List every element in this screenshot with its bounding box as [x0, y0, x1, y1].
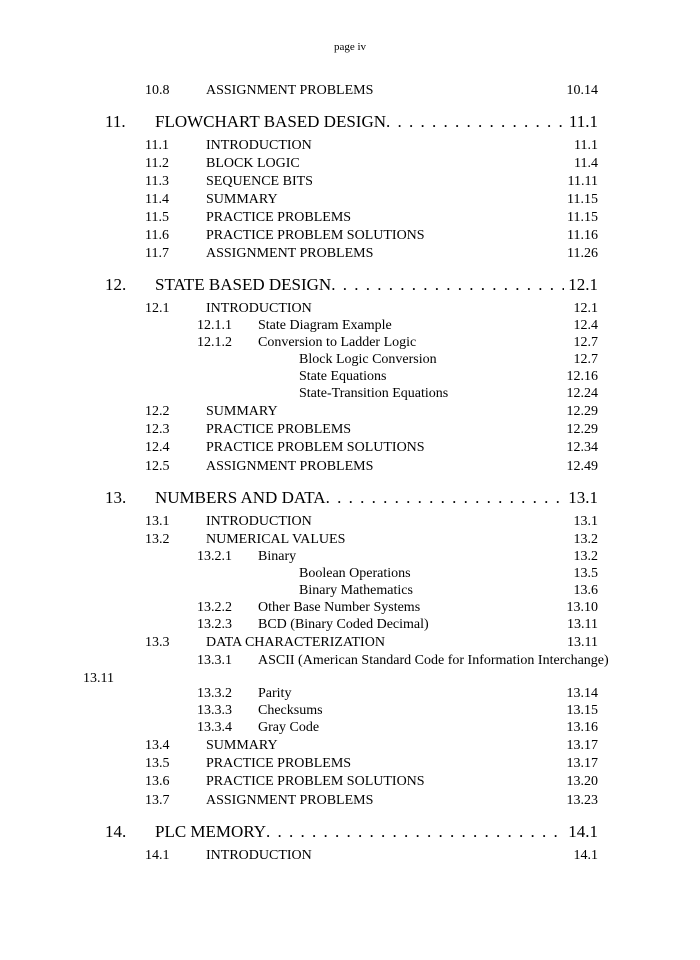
toc-chapter-page: 11.1	[568, 113, 598, 130]
toc-entry-title: PRACTICE PROBLEM SOLUTIONS	[206, 440, 425, 455]
toc-entry-page: 12.4	[573, 318, 598, 333]
toc-entry-page: 12.7	[573, 352, 598, 367]
toc-entry-number: 11.1	[145, 138, 169, 153]
toc-entry-page: 13.17	[566, 756, 598, 771]
toc-entry-page: 11.11	[567, 174, 598, 189]
toc-entry-page: 13.11	[83, 671, 114, 686]
toc-entry-number: 12.5	[145, 459, 170, 474]
toc-chapter-number: 12.	[105, 275, 127, 294]
toc-entry-title: INTRODUCTION	[206, 301, 312, 316]
toc-entry-number: 13.3.1	[197, 653, 232, 668]
toc-entry-number: 13.2.3	[197, 617, 232, 632]
toc-chapter-leader	[155, 823, 598, 840]
toc-entry-number: 13.3.3	[197, 703, 232, 718]
toc-entry-number: 14.1	[145, 848, 170, 863]
toc-entry-page: 12.16	[566, 369, 598, 384]
toc-entry-number: 12.1.2	[197, 335, 232, 350]
toc-entry-page: 10.14	[566, 83, 598, 98]
toc-entry-number: 13.2.1	[197, 549, 232, 564]
toc-chapter-title: PLC MEMORY	[155, 823, 266, 840]
toc-entry-title: ASSIGNMENT PROBLEMS	[206, 83, 374, 98]
toc-entry-page: 12.1	[573, 301, 598, 316]
toc-entry-number: 11.4	[145, 192, 169, 207]
toc-entry-title: ASSIGNMENT PROBLEMS	[206, 459, 374, 474]
toc-chapter-title: NUMBERS AND DATA	[155, 489, 326, 506]
toc-entry-title: ASSIGNMENT PROBLEMS	[206, 246, 374, 261]
toc-entry-page: 13.15	[566, 703, 598, 718]
toc-chapter-page: 14.1	[568, 823, 598, 840]
toc-entry-number: 11.3	[145, 174, 169, 189]
toc-entry-title: ASSIGNMENT PROBLEMS	[206, 793, 374, 808]
toc-entry-title: State Diagram Example	[258, 318, 392, 333]
toc-entry-page: 14.1	[573, 848, 598, 863]
toc-entry-title: State Equations	[299, 369, 387, 384]
toc-entry-page: 13.5	[573, 566, 598, 581]
toc-chapter-title: STATE BASED DESIGN	[155, 276, 332, 293]
toc-entry-title: PRACTICE PROBLEM SOLUTIONS	[206, 774, 425, 789]
toc-chapter-leader	[155, 489, 598, 506]
toc-entry-title: PRACTICE PROBLEMS	[206, 210, 352, 225]
toc-entry-number: 12.2	[145, 404, 170, 419]
toc-entry-number: 13.7	[145, 793, 170, 808]
toc-entry-title: Block Logic Conversion	[299, 352, 437, 367]
toc-entry-number: 12.3	[145, 422, 170, 437]
toc-entry-number: 13.3.2	[197, 686, 232, 701]
toc-entry-title: PRACTICE PROBLEMS	[206, 422, 352, 437]
toc-entry-number: 11.2	[145, 156, 169, 171]
toc-entry-page: 13.11	[567, 617, 598, 632]
toc-entry-page: 13.2	[573, 532, 598, 547]
toc-entry-page: 12.29	[566, 422, 598, 437]
dot-leader	[386, 113, 565, 130]
toc-entry-title: NUMERICAL VALUES	[206, 532, 346, 547]
toc-entry-page: 11.4	[574, 156, 598, 171]
toc-entry-title: Binary Mathematics	[299, 583, 413, 598]
toc-entry-page: 12.34	[566, 440, 598, 455]
toc-entry-number: 13.4	[145, 738, 170, 753]
toc-entry-page: 13.2	[573, 549, 598, 564]
toc-entry-number: 11.6	[145, 228, 169, 243]
toc-entry-number: 12.1	[145, 301, 170, 316]
toc-entry-title: SUMMARY	[206, 404, 278, 419]
dot-leader	[331, 276, 564, 293]
toc-entry-page: 12.24	[566, 386, 598, 401]
toc-entry-number: 13.3	[145, 635, 170, 650]
toc-entry-number: 11.5	[145, 210, 169, 225]
toc-entry-title: State-Transition Equations	[299, 386, 449, 401]
toc-chapter-number: 13.	[105, 488, 127, 507]
toc-entry-title: INTRODUCTION	[206, 514, 312, 529]
toc-entry-title: PRACTICE PROBLEM SOLUTIONS	[206, 228, 425, 243]
toc-entry-title: Gray Code	[258, 720, 320, 735]
toc-entry-page: 11.26	[567, 246, 598, 261]
toc-entry-number: 13.2.2	[197, 600, 232, 615]
toc-entry-page: 11.1	[574, 138, 598, 153]
toc-entry-title: SEQUENCE BITS	[206, 174, 313, 189]
toc-entry-page: 13.17	[566, 738, 598, 753]
toc-entry-title: DATA CHARACTERIZATION	[206, 635, 385, 650]
toc-entry-title: BCD (Binary Coded Decimal)	[258, 617, 429, 632]
toc-entry-page: 11.15	[567, 192, 598, 207]
toc-chapter-number: 11.	[105, 112, 126, 131]
toc-entry-number: 13.6	[145, 774, 170, 789]
toc-chapter-page: 13.1	[568, 489, 598, 506]
toc-entry-number: 12.4	[145, 440, 170, 455]
toc-entry-page: 13.16	[566, 720, 598, 735]
toc-entry-page: 13.10	[566, 600, 598, 615]
toc-entry-title: Other Base Number Systems	[258, 600, 421, 615]
toc-entry-page: 13.11	[567, 635, 598, 650]
toc-entry-title: PRACTICE PROBLEMS	[206, 756, 352, 771]
toc-entry-title: Binary	[258, 549, 297, 564]
toc-entry-title: Conversion to Ladder Logic	[258, 335, 417, 350]
toc-entry-page: 13.23	[566, 793, 598, 808]
toc-entry-title: ASCII (American Standard Code for Information Interchange)	[258, 653, 609, 668]
toc-entry-title: INTRODUCTION	[206, 848, 312, 863]
toc-chapter-number: 14.	[105, 822, 127, 841]
dot-leader	[326, 489, 565, 506]
toc-chapter-leader	[155, 276, 598, 293]
toc-entry-page: 13.6	[573, 583, 598, 598]
toc-chapter-title: FLOWCHART BASED DESIGN	[155, 113, 387, 130]
toc-entry-number: 13.1	[145, 514, 170, 529]
toc-entry-number: 13.5	[145, 756, 170, 771]
toc-entry-title: Boolean Operations	[299, 566, 411, 581]
dot-leader	[266, 823, 564, 840]
toc-entry-title: SUMMARY	[206, 738, 278, 753]
toc-entry-title: INTRODUCTION	[206, 138, 312, 153]
toc-entry-page: 13.14	[566, 686, 598, 701]
page-header: page iv	[333, 41, 367, 53]
toc-entry-page: 12.49	[566, 459, 598, 474]
toc-entry-number: 13.3.4	[197, 720, 232, 735]
toc-entry-page: 13.20	[566, 774, 598, 789]
toc-entry-number: 11.7	[145, 246, 169, 261]
toc-chapter-leader	[155, 113, 598, 130]
toc-entry-title: Checksums	[258, 703, 323, 718]
toc-entry-page: 12.29	[566, 404, 598, 419]
toc-entry-page: 11.15	[567, 210, 598, 225]
toc-entry-title: SUMMARY	[206, 192, 278, 207]
toc-entry-title: Parity	[258, 686, 292, 701]
toc-entry-page: 13.1	[573, 514, 598, 529]
toc-entry-page: 11.16	[567, 228, 598, 243]
toc-entry-number: 10.8	[145, 83, 170, 98]
toc-entry-number: 12.1.1	[197, 318, 232, 333]
toc-chapter-page: 12.1	[568, 276, 598, 293]
toc-entry-page: 12.7	[573, 335, 598, 350]
toc-entry-title: BLOCK LOGIC	[206, 156, 300, 171]
toc-entry-number: 13.2	[145, 532, 170, 547]
